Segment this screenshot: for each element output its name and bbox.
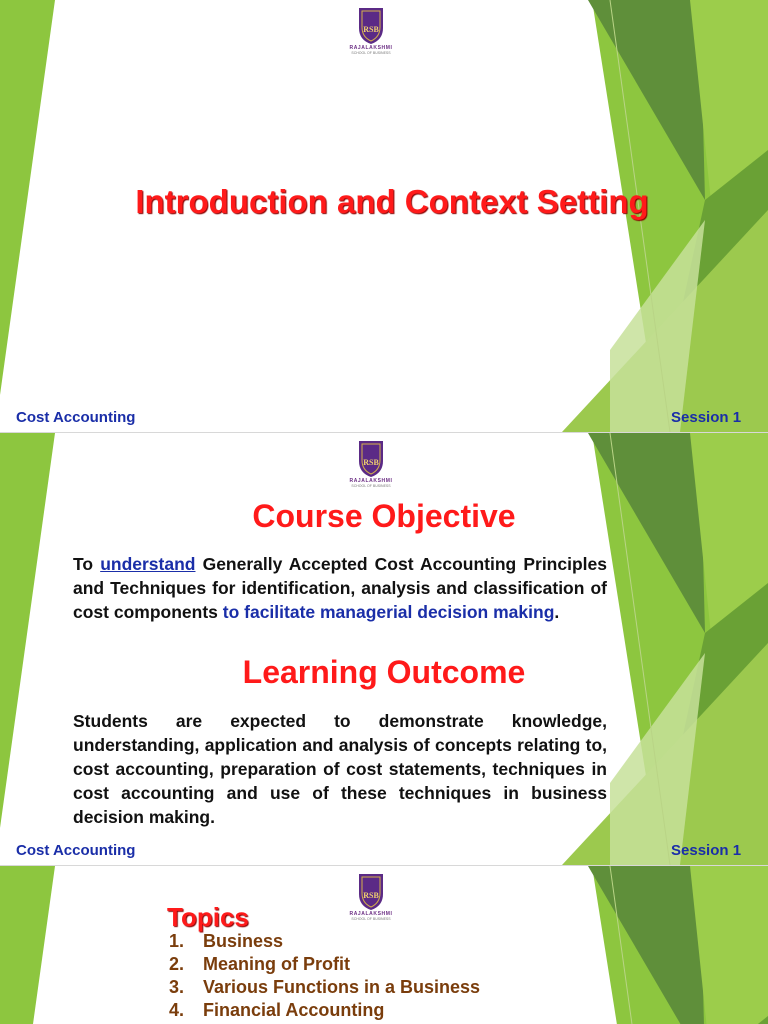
- footer-course: Cost Accounting: [16, 842, 136, 859]
- topics-list: [169, 930, 480, 1022]
- footer-session: Session 1: [671, 409, 742, 426]
- logo-tagline: SCHOOL OF BUSINESS: [351, 51, 391, 55]
- logo-tagline: SCHOOL OF BUSINESS: [351, 917, 391, 921]
- list-item: 3. Various Functions in a Business: [169, 977, 481, 997]
- logo-name: RAJALAKSHMI: [349, 478, 393, 484]
- slide-title: Introduction and Context Setting: [135, 183, 649, 220]
- course-objective-text: To understand Generally Accepted Cost Accounting Principles and Techniques for identification, analysis and classification of cost components to facilitate managerial decision making.: [73, 554, 607, 622]
- rsb-shield-icon: [345, 439, 397, 479]
- rsb-logo: [345, 439, 397, 491]
- learning-outcome-heading: Learning Outcome: [242, 654, 526, 690]
- slide-2: [0, 433, 768, 865]
- slide-3: [0, 866, 768, 1024]
- logo-name: RAJALAKSHMI: [349, 911, 393, 917]
- svg-text:RSB: RSB: [363, 891, 379, 900]
- footer-course: Cost Accounting: [16, 409, 136, 426]
- footer-session: Session 1: [671, 842, 742, 859]
- rsb-shield-icon: [345, 6, 397, 46]
- course-objective-heading: Course Objective: [252, 498, 516, 534]
- list-item: 1. Business: [169, 931, 284, 951]
- rsb-logo: [345, 872, 397, 924]
- list-item: 2. Meaning of Profit: [169, 954, 350, 974]
- rsb-logo: [345, 6, 397, 58]
- list-item: 4. Financial Accounting: [169, 1000, 385, 1020]
- learning-outcome-text: Students are expected to demonstrate knowledge, understanding, application and analysis of concepts relating to, cost accounting, preparation of cost statements, techniques in cost accounting and use of these techniques in business decision making.: [73, 711, 607, 827]
- svg-text:RSB: RSB: [363, 458, 379, 467]
- slide-1: [0, 0, 768, 432]
- logo-tagline: SCHOOL OF BUSINESS: [351, 484, 391, 488]
- topics-heading: Topics: [167, 902, 249, 932]
- svg-text:RSB: RSB: [363, 25, 379, 34]
- logo-name: RAJALAKSHMI: [349, 45, 393, 51]
- rsb-shield-icon: [345, 872, 397, 912]
